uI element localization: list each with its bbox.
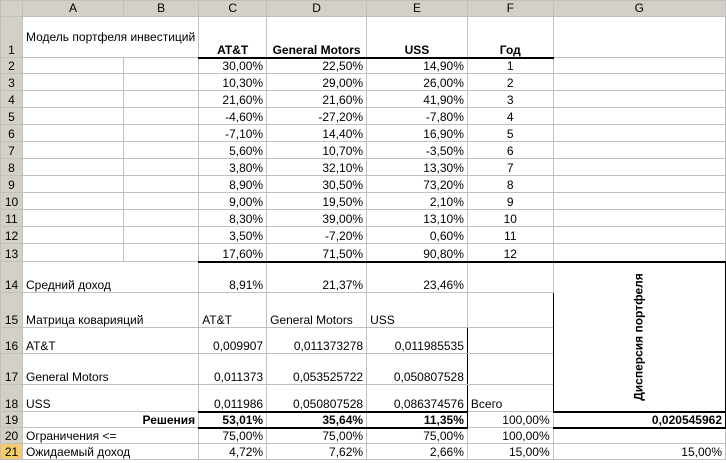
cov-uss-att[interactable]: 0,011986 (199, 385, 267, 412)
row-header-5[interactable]: 5 (1, 108, 23, 125)
return-uss-3[interactable]: 41,90% (367, 91, 468, 108)
year-4[interactable]: 4 (467, 108, 553, 125)
row-header-16[interactable]: 16 (1, 328, 23, 354)
cell-b7[interactable] (124, 142, 199, 159)
return-att-11[interactable]: 3,50% (199, 227, 267, 244)
cov-gm-uss[interactable]: 0,050807528 (367, 354, 468, 385)
cov-header-att[interactable]: AT&T (199, 293, 267, 328)
return-gm-5[interactable]: 14,40% (267, 125, 367, 142)
year-1[interactable]: 1 (467, 58, 553, 74)
cov-label[interactable]: Матрица коварияций (22, 293, 198, 328)
return-att-7[interactable]: 3,80% (199, 159, 267, 176)
cell-a12[interactable] (22, 227, 123, 244)
cov-header-gm[interactable]: General Motors (267, 293, 367, 328)
cell-b3[interactable] (124, 74, 199, 91)
cell-b13[interactable] (124, 244, 199, 262)
cell-a13[interactable] (22, 244, 123, 262)
cell-b12[interactable] (124, 227, 199, 244)
solutions-label[interactable]: Решения (22, 412, 198, 428)
row-header-6[interactable]: 6 (1, 125, 23, 142)
return-gm-2[interactable]: 29,00% (267, 74, 367, 91)
cov-uss-uss[interactable]: 0,086374576 (367, 385, 468, 412)
cov-row-gm-label[interactable]: General Motors (22, 354, 198, 385)
year-3[interactable]: 3 (467, 91, 553, 108)
cell-g5[interactable] (553, 108, 725, 125)
return-gm-4[interactable]: -27,20% (267, 108, 367, 125)
year-11[interactable]: 11 (467, 227, 553, 244)
return-gm-3[interactable]: 21,60% (267, 91, 367, 108)
cell-f17[interactable] (467, 354, 553, 385)
column-header-c[interactable]: C (199, 1, 267, 17)
return-uss-11[interactable]: 0,60% (367, 227, 468, 244)
return-uss-5[interactable]: 16,90% (367, 125, 468, 142)
cell-a9[interactable] (22, 176, 123, 193)
year-9[interactable]: 9 (467, 193, 553, 210)
row-header-19[interactable]: 19 (1, 412, 23, 428)
year-5[interactable]: 5 (467, 125, 553, 142)
cell-b11[interactable] (124, 210, 199, 227)
variance-label: Дисперсия портфеля (631, 272, 646, 401)
cov-uss-gm[interactable]: 0,050807528 (267, 385, 367, 412)
return-uss-8[interactable]: 73,20% (367, 176, 468, 193)
cell-g9[interactable] (553, 176, 725, 193)
cov-att-uss[interactable]: 0,011985535 (367, 328, 468, 354)
cell-f15[interactable] (467, 293, 553, 328)
select-all-corner[interactable] (1, 1, 23, 17)
row-header-17[interactable]: 17 (1, 354, 23, 385)
row-header-12[interactable]: 12 (1, 227, 23, 244)
cell-a7[interactable] (22, 142, 123, 159)
return-uss-12[interactable]: 90,80% (367, 244, 468, 262)
cell-b10[interactable] (124, 193, 199, 210)
year-8[interactable]: 8 (467, 176, 553, 193)
cell-g2[interactable] (553, 58, 725, 74)
header-uss[interactable]: USS (367, 17, 468, 58)
solution-att[interactable]: 53,01% (199, 412, 267, 428)
limit-uss[interactable]: 75,00% (367, 428, 468, 444)
return-att-9[interactable]: 9,00% (199, 193, 267, 210)
limit-att[interactable]: 75,00% (199, 428, 267, 444)
limits-total[interactable]: 100,00% (467, 428, 553, 444)
cov-row-uss-label[interactable]: USS (22, 385, 198, 412)
column-header-b[interactable]: B (124, 1, 199, 17)
cell-g6[interactable] (553, 125, 725, 142)
year-12[interactable]: 12 (467, 244, 553, 262)
cell-g7[interactable] (553, 142, 725, 159)
solution-uss[interactable]: 11,35% (367, 412, 468, 428)
solutions-total[interactable]: 100,00% (467, 412, 553, 428)
cell-a5[interactable] (22, 108, 123, 125)
cell-b9[interactable] (124, 176, 199, 193)
return-gm-8[interactable]: 30,50% (267, 176, 367, 193)
return-gm-10[interactable]: 39,00% (267, 210, 367, 227)
expected-label[interactable]: Ожидаемый доход (22, 444, 198, 460)
expected-total[interactable]: 15,00% (467, 444, 553, 460)
return-gm-7[interactable]: 32,10% (267, 159, 367, 176)
model-title[interactable]: Модель портфеля инвестиций (22, 17, 198, 58)
row-header-11[interactable]: 11 (1, 210, 23, 227)
avg-uss[interactable]: 23,46% (367, 262, 468, 293)
return-att-10[interactable]: 8,30% (199, 210, 267, 227)
avg-att[interactable]: 8,91% (199, 262, 267, 293)
cell-b2[interactable] (124, 58, 199, 74)
column-header-f[interactable]: F (467, 1, 553, 17)
return-gm-6[interactable]: 10,70% (267, 142, 367, 159)
avg-gm[interactable]: 21,37% (267, 262, 367, 293)
cell-f16[interactable] (467, 328, 553, 354)
return-gm-1[interactable]: 22,50% (267, 58, 367, 74)
return-gm-12[interactable]: 71,50% (267, 244, 367, 262)
cell-a3[interactable] (22, 74, 123, 91)
row-header-7[interactable]: 7 (1, 142, 23, 159)
row-header-18[interactable]: 18 (1, 385, 23, 412)
column-header-e[interactable]: E (367, 1, 468, 17)
row-header-9[interactable]: 9 (1, 176, 23, 193)
cell-b8[interactable] (124, 159, 199, 176)
return-gm-9[interactable]: 19,50% (267, 193, 367, 210)
return-att-5[interactable]: -7,10% (199, 125, 267, 142)
cov-att-gm[interactable]: 0,011373278 (267, 328, 367, 354)
column-header-a[interactable]: A (22, 1, 123, 17)
row-header-20[interactable]: 20 (1, 428, 23, 444)
cell-b6[interactable] (124, 125, 199, 142)
return-att-3[interactable]: 21,60% (199, 91, 267, 108)
row-header-4[interactable]: 4 (1, 91, 23, 108)
cell-g10[interactable] (553, 193, 725, 210)
column-header-d[interactable]: D (267, 1, 367, 17)
return-uss-6[interactable]: -3,50% (367, 142, 468, 159)
expected-att[interactable]: 4,72% (199, 444, 267, 460)
cell-g13[interactable] (553, 244, 725, 262)
cell-g3[interactable] (553, 74, 725, 91)
expected-target[interactable]: 15,00% (553, 444, 725, 460)
cell-g4[interactable] (553, 91, 725, 108)
return-att-1[interactable]: 30,00% (199, 58, 267, 74)
portfolio-variance[interactable]: 0,020545962 (553, 412, 725, 428)
return-att-6[interactable]: 5,60% (199, 142, 267, 159)
avg-label[interactable]: Средний доход (22, 262, 198, 293)
return-gm-11[interactable]: -7,20% (267, 227, 367, 244)
cell-g12[interactable] (553, 227, 725, 244)
row-header-10[interactable]: 10 (1, 193, 23, 210)
year-7[interactable]: 7 (467, 159, 553, 176)
cell-g20[interactable] (553, 428, 725, 444)
return-uss-2[interactable]: 26,00% (367, 74, 468, 91)
cell-g8[interactable] (553, 159, 725, 176)
cell-a11[interactable] (22, 210, 123, 227)
variance-label-cell[interactable] (553, 262, 725, 412)
cov-header-uss[interactable]: USS (367, 293, 468, 328)
return-att-12[interactable]: 17,60% (199, 244, 267, 262)
year-2[interactable]: 2 (467, 74, 553, 91)
row-header-21[interactable]: 21 (1, 444, 23, 460)
column-header-g[interactable]: G (553, 1, 725, 17)
expected-uss[interactable]: 2,66% (367, 444, 468, 460)
return-att-8[interactable]: 8,90% (199, 176, 267, 193)
row-header-3[interactable]: 3 (1, 74, 23, 91)
cov-att-att[interactable]: 0,009907 (199, 328, 267, 354)
row-header-13[interactable]: 13 (1, 244, 23, 262)
row-header-15[interactable]: 15 (1, 293, 23, 328)
header-gm[interactable]: General Motors (267, 17, 367, 58)
cell-a4[interactable] (22, 91, 123, 108)
year-6[interactable]: 6 (467, 142, 553, 159)
cov-gm-att[interactable]: 0,011373 (199, 354, 267, 385)
row-header-2[interactable]: 2 (1, 58, 23, 74)
year-10[interactable]: 10 (467, 210, 553, 227)
limits-label[interactable]: Ограничения <= (22, 428, 198, 444)
return-uss-10[interactable]: 13,10% (367, 210, 468, 227)
return-uss-9[interactable]: 2,10% (367, 193, 468, 210)
cov-row-att-label[interactable]: AT&T (22, 328, 198, 354)
cov-gm-gm[interactable]: 0,053525722 (267, 354, 367, 385)
cell-a10[interactable] (22, 193, 123, 210)
cell-f14[interactable] (467, 262, 553, 293)
cell-a8[interactable] (22, 159, 123, 176)
cell-g1[interactable] (553, 17, 725, 58)
return-uss-7[interactable]: 13,30% (367, 159, 468, 176)
cell-g11[interactable] (553, 210, 725, 227)
return-att-4[interactable]: -4,60% (199, 108, 267, 125)
cell-a6[interactable] (22, 125, 123, 142)
total-label[interactable]: Всего (467, 385, 553, 412)
header-year[interactable]: Год (467, 17, 553, 58)
row-header-1[interactable]: 1 (1, 17, 23, 58)
cell-b5[interactable] (124, 108, 199, 125)
return-uss-4[interactable]: -7,80% (367, 108, 468, 125)
row-header-14[interactable]: 14 (1, 262, 23, 293)
cell-b4[interactable] (124, 91, 199, 108)
return-att-2[interactable]: 10,30% (199, 74, 267, 91)
expected-gm[interactable]: 7,62% (267, 444, 367, 460)
solution-gm[interactable]: 35,64% (267, 412, 367, 428)
limit-gm[interactable]: 75,00% (267, 428, 367, 444)
cell-a2[interactable] (22, 58, 123, 74)
row-header-8[interactable]: 8 (1, 159, 23, 176)
return-uss-1[interactable]: 14,90% (367, 58, 468, 74)
header-att[interactable]: AT&T (199, 17, 267, 58)
